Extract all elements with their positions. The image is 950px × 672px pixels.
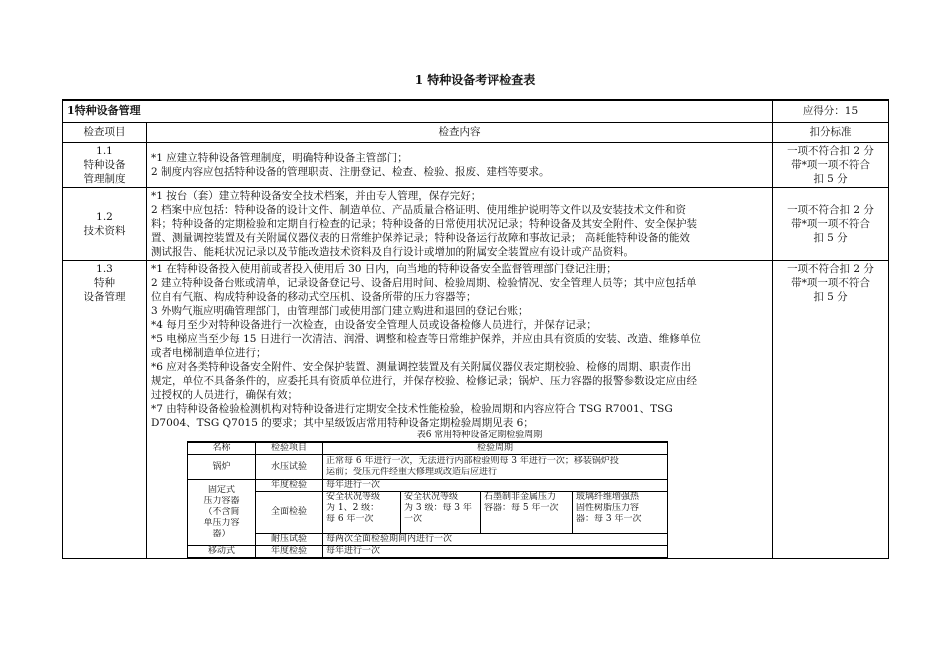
t6-boiler-period: 正常每 6 年进行一次，无法进行内部检验则每 3 年进行一次；移装锅炉投 运前；受压元件经重大修理或改造后应进行 — [323, 455, 668, 480]
t6-mobile-period: 每年进行一次 — [323, 546, 668, 558]
t6-full-cell-1: 安全状况等级 为 1、2 级： 每 6 年一次 — [323, 492, 401, 534]
section-score: 应得分：15 — [773, 100, 889, 122]
t6-full-cell-2: 安全状况等级 为 3 级：每 3 年 一次 — [401, 492, 481, 534]
table-row — [63, 187, 889, 260]
row-deduct: 一项不符合扣 2 分 带*项一项不符合 扣 5 分 — [773, 187, 889, 260]
t6-mobile-name: 移动式 — [188, 546, 256, 558]
t6-vessel-annual-period: 每年进行一次 — [323, 480, 668, 492]
t6-row-boiler — [188, 455, 668, 480]
t6-header-test: 检验项目 — [256, 442, 323, 455]
row-deduct: 一项不符合扣 2 分 带*项一项不符合 扣 5 分 — [773, 142, 889, 187]
t6-row-mobile — [188, 546, 668, 558]
row-content: *1 在特种设备投入使用前或者投入使用后 30 日内，向当地的特种设备安全监督管理部门登记注册； 2 建立特种设备台账或清单，记录设备登记号、设备启用时间、检验周期、检验情况、安全管理人员等；其中应包括单 位自有气瓶、构成特种设备的移动式空压机、设备所带的压力容器等； 3 外购气瓶应明确管理部门，由管理部门或使用部门建立购进和退回的登记台账； *4 每月至少对特种设备进行一次检查，由设备安全管理人员或设备检修人员进行，并保存记录； *5 电梯应当至少每 15 日进行一次清洁、润滑、调整和检查等日常维护保养，并应由具有资质的安装、改造、维修单位 或者电梯制造单位进行； *6 应对各类特种设备安全附件、安全保护装置、测量调控装置及有关附属仪器仪表定期校验、检修的周期、职责作出 规定，单位不具备条件的，应委托具有资质单位进行，并保存校验、检修记录；锅炉、压力容器的报警参数设定应由经 过授权的人员进行，确保有效； *7 由特种设备检验检测机构对特种设备进行定期安全技术性能检验，检验周期和内容应符合 TSG R7001、TSG D7004、TSG Q7015 的要求；其中星级饭店常用特种设备定期检验周期见表 6； 表6 常用特种设备定期检验周期 名称 检验项目 检验周期 锅炉 水压试验 正常每 6 年进行一次，无法进行内部检验则每 3 年进行一次；移装锅炉投 运前；受压元件经重大修理或改造后应进行 固定式 压力容器 （不含简 单压力容 器） 年度检验 每年进行一次 全面检验 安全状况等级 为 1、2 级： 每 6 年一次 安全状况等级 为 3 级：每 3 年 一次 石墨制非金属压力 容器：每 5 年一次 玻璃纤维增强热 固性树脂压力容 器：每 3 年一次 耐压试验 每两次全面检验期间内进行一次 移动式 年度检验 每年进行一次 — [147, 260, 773, 559]
t6-vessel-pressure-period: 每两次全面检验期间内进行一次 — [323, 534, 668, 546]
row-item: 1.1 特种设备 管理制度 — [63, 142, 147, 187]
table-row — [63, 142, 889, 187]
t6-boiler-name: 锅炉 — [188, 455, 256, 480]
t6-mobile-test: 年度检验 — [256, 546, 323, 558]
inspection-table — [62, 99, 889, 559]
t6-header-name: 名称 — [188, 442, 256, 455]
t6-boiler-test: 水压试验 — [256, 455, 323, 480]
row-item: 1.3 特种 设备管理 — [63, 260, 147, 559]
t6-row-vessel-annual — [188, 480, 668, 492]
t6-vessel-annual-test: 年度检验 — [256, 480, 323, 492]
inspection-period-table — [187, 441, 668, 559]
row-item: 1.2 技术资料 — [63, 187, 147, 260]
header-content: 检查内容 — [147, 122, 773, 142]
t6-vessel-name: 固定式 压力容器 （不含简 单压力容 器） — [188, 480, 256, 546]
header-item: 检查项目 — [63, 122, 147, 142]
document-title: 1 特种设备考评检查表 — [414, 73, 536, 87]
header-deduct: 扣分标准 — [773, 122, 889, 142]
table-row — [63, 260, 889, 559]
t6-vessel-pressure-test: 耐压试验 — [256, 534, 323, 546]
t6-vessel-full-test: 全面检验 — [256, 492, 323, 534]
row-deduct: 一项不符合扣 2 分 带*项一项不符合 扣 5 分 — [773, 260, 889, 559]
t6-full-cell-3: 石墨制非金属压力 容器：每 5 年一次 — [481, 492, 573, 534]
table6-caption: 表6 常用特种设备定期检验周期 — [416, 429, 543, 440]
t6-header-period: 检验周期 — [323, 442, 668, 455]
t6-row-vessel-pressure — [188, 534, 668, 546]
section-title: 1特种设备管理 — [63, 100, 773, 122]
t6-full-cell-4: 玻璃纤维增强热 固性树脂压力容 器：每 3 年一次 — [573, 492, 668, 534]
t6-row-vessel-full — [188, 492, 668, 534]
row-content: *1 按台（套）建立特种设备安全技术档案，并由专人管理，保存完好； 2 档案中应包括：特种设备的设计文件、制造单位、产品质量合格证明、使用维护说明等文件以及安装技术文件和资 料；特种设备的定期检验和定期自行检查的记录；特种设备的日常使用状况记录；特种设备及其安全附件、安全保护装 置、测量调控装置及有关附属仪器仪表的日常维护保养记录；特种设备运行故障和事故记录； 高耗能特种设备的能效 测试报告、能耗状况记录以及节能改造技术资料及自行设计或增加的附属安全装置应有设计或产品资料。 — [147, 187, 773, 260]
row-content: *1 应建立特种设备管理制度，明确特种设备主管部门； 2 制度内容应包括特种设备的管理职责、注册登记、检查、检验、报废、建档等要求。 — [147, 142, 773, 187]
